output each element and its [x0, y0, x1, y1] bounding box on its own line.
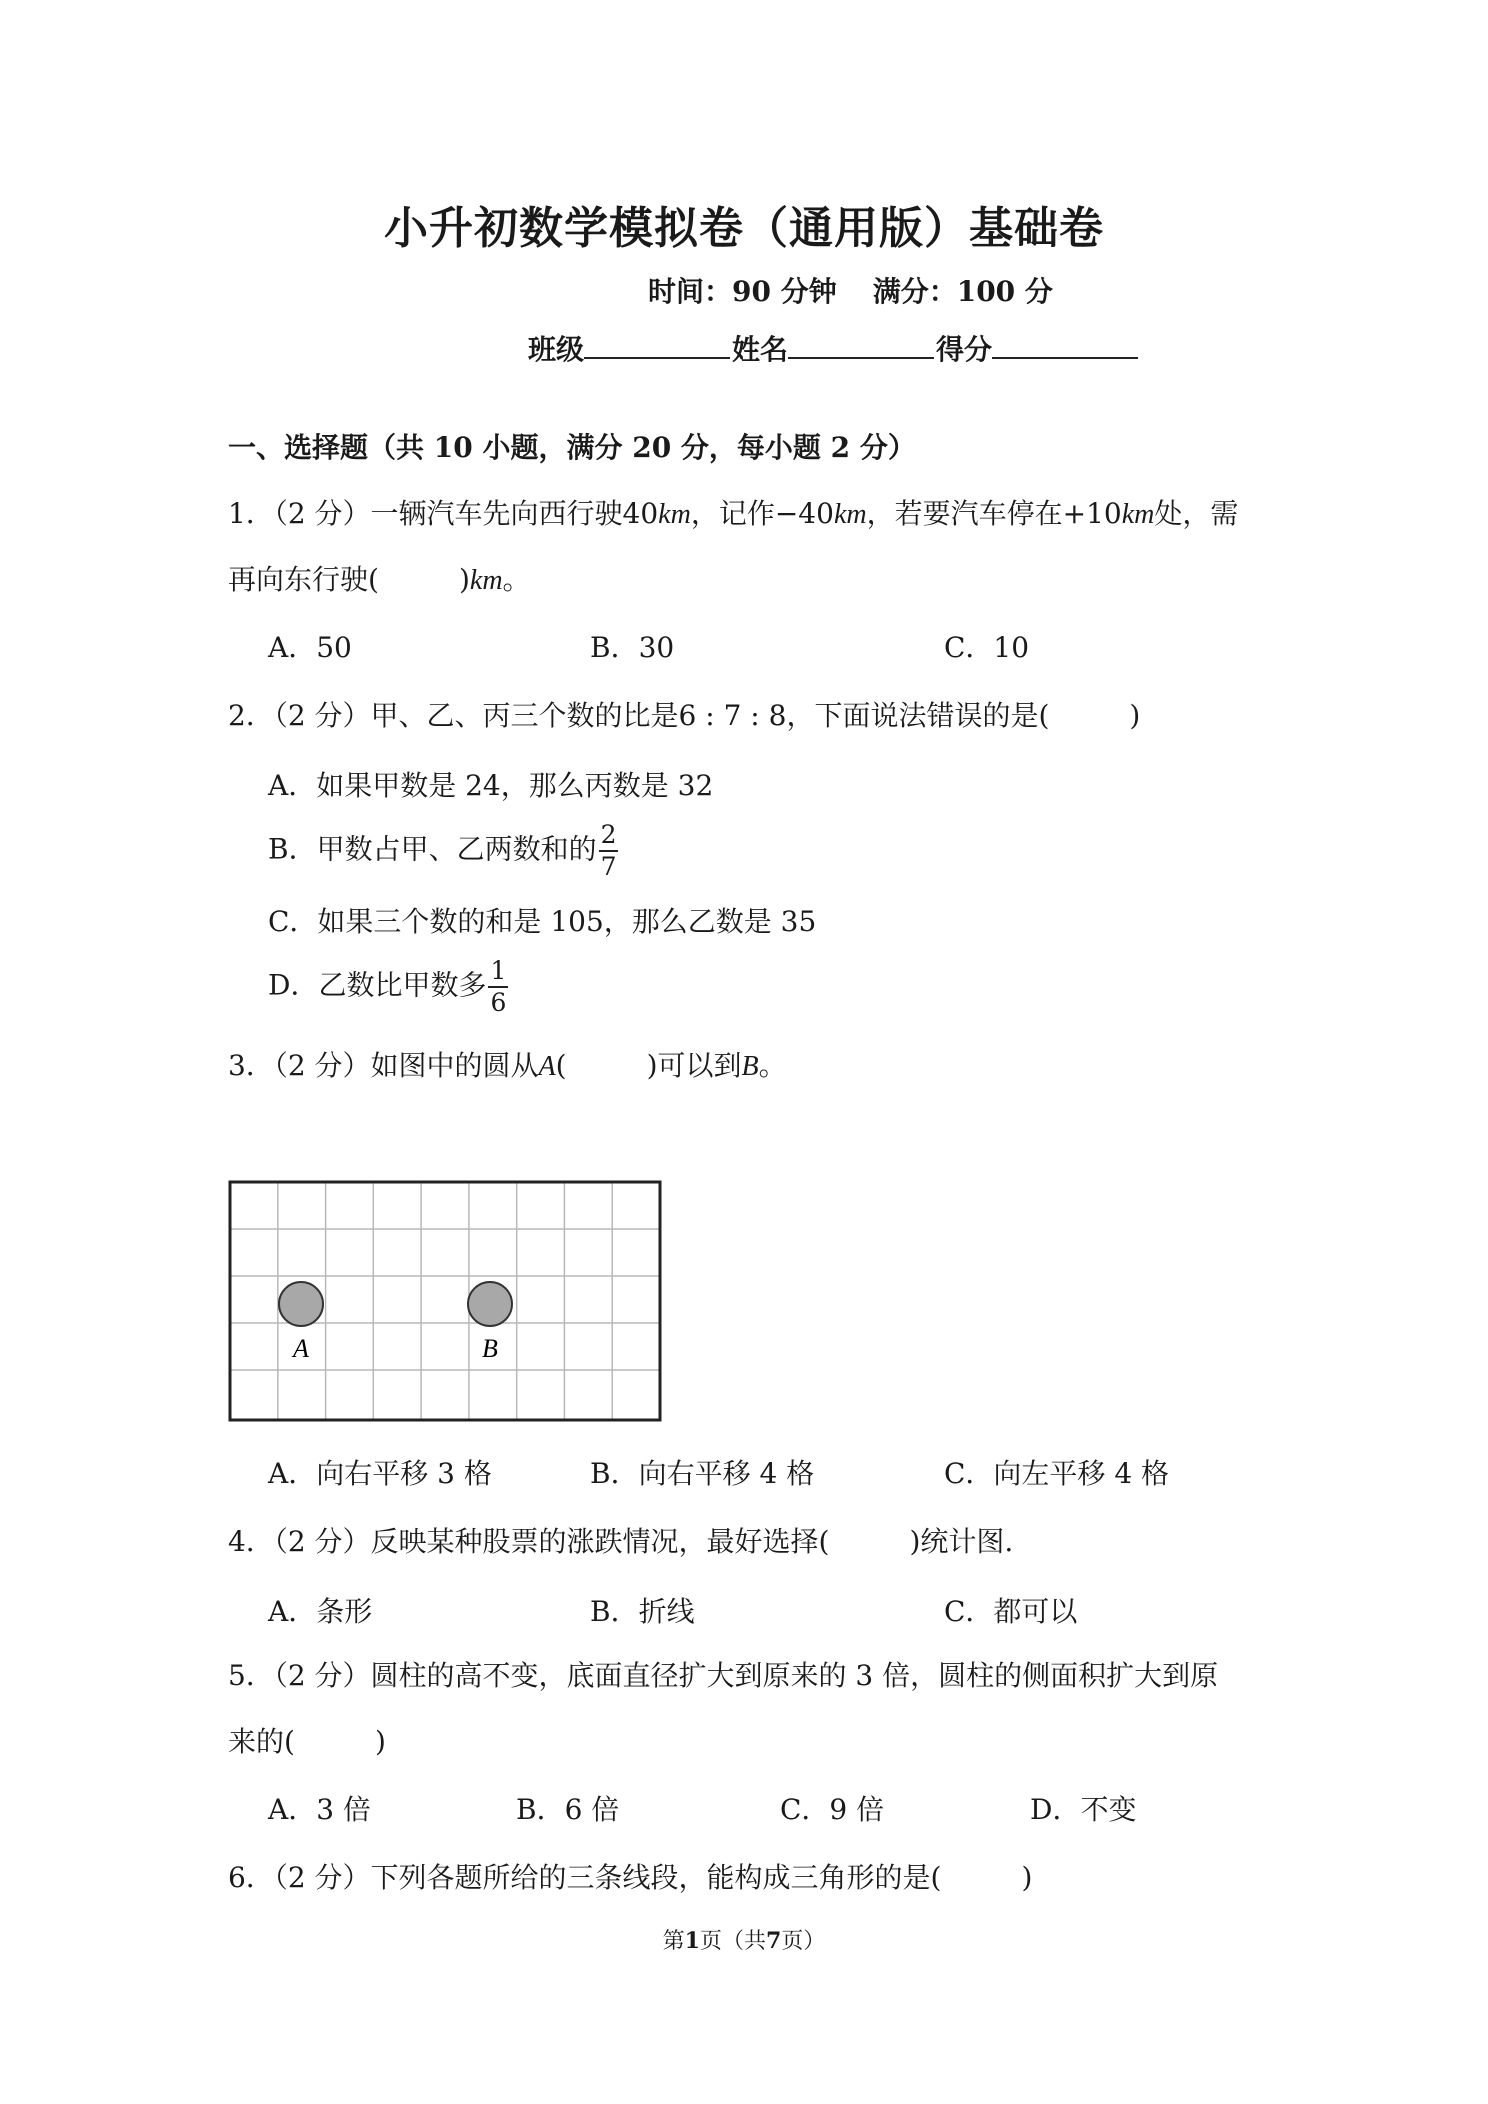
label-a: A — [293, 1334, 309, 1363]
circle-a — [279, 1282, 323, 1326]
q3-text: 3．（2 分）如图中的圆从 — [228, 1049, 539, 1082]
q5-option-b[interactable]: B．6 倍 — [516, 1793, 620, 1826]
q2-paren-open: ( — [1038, 699, 1050, 732]
q5-line2 — [228, 1720, 386, 1760]
section-heading: 一、选择题（共 10 小题，满分 20 分，每小题 2 分） — [228, 431, 916, 464]
q1-end: 。 — [502, 563, 531, 596]
class-label: 班级 — [528, 333, 585, 366]
q1-text-4: 处，需 — [1154, 497, 1239, 530]
name-blank[interactable] — [788, 329, 934, 359]
q1-paren-close: ) — [458, 563, 470, 596]
name-label: 姓名 — [732, 333, 789, 366]
q1-value-3: +10 — [1062, 497, 1122, 530]
q2-option-b[interactable] — [268, 820, 618, 882]
q4-option-b[interactable]: B．折线 — [590, 1595, 695, 1628]
footer-text-3: 页） — [781, 1929, 826, 1954]
q3-option-a[interactable]: A．向右平移 3 格 — [268, 1457, 492, 1490]
fraction-numerator: 2 — [599, 820, 619, 852]
q6-paren-close: ) — [1021, 1861, 1033, 1894]
q1-value-2: −40 — [774, 497, 834, 530]
q3-grid-figure — [228, 1180, 662, 1422]
class-blank[interactable] — [584, 329, 730, 359]
q4-stem — [228, 1520, 1013, 1560]
q2-ratio: 6 : 7 : 8 — [678, 699, 787, 732]
q1-paren-open: ( — [368, 563, 379, 596]
q2-text-2: ，下面说法错误的是 — [786, 699, 1039, 732]
q4-paren-close: ) — [909, 1525, 921, 1558]
footer-page-number: 1 — [684, 1928, 700, 1954]
q5-text-2: 来的 — [228, 1725, 285, 1758]
q3-option-c[interactable]: C．向左平移 4 格 — [944, 1457, 1170, 1490]
q4-text-2: 统计图. — [920, 1525, 1014, 1558]
exam-full-score: 满分：100 分 — [872, 275, 1053, 308]
q5-line1: 5．（2 分）圆柱的高不变，底面直径扩大到原来的 3 倍，圆柱的侧面积扩大到原 — [228, 1659, 1219, 1692]
page-footer — [0, 1924, 1488, 1955]
q2-option-c[interactable]: C．如果三个数的和是 105，那么乙数是 35 — [268, 905, 817, 938]
q2-option-d-text: D．乙数比甲数多 — [268, 968, 487, 1002]
q1-unit-3: km — [1121, 499, 1155, 530]
q4-option-c[interactable]: C．都可以 — [944, 1595, 1078, 1628]
q1-line2 — [228, 558, 531, 598]
q2-option-b-fraction — [599, 820, 619, 882]
q3-text-2: 可以到 — [657, 1049, 742, 1082]
q5-option-c[interactable]: C．9 倍 — [780, 1793, 885, 1826]
q1-text-3: ，若要汽车停在 — [866, 497, 1063, 530]
q1-option-a[interactable]: A．50 — [268, 631, 352, 664]
q1-option-c[interactable]: C．10 — [944, 631, 1030, 664]
q4-text: 4．（2 分）反映某种股票的涨跌情况，最好选择 — [228, 1525, 819, 1558]
q1-unit-1: km — [658, 499, 691, 530]
q3-end: 。 — [758, 1049, 787, 1082]
q1-line1 — [228, 492, 1238, 532]
q2-option-b-text: B．甲数占甲、乙两数和的 — [268, 832, 597, 866]
exam-meta — [648, 270, 1053, 310]
q2-stem — [228, 694, 1140, 734]
q2-option-d[interactable] — [268, 956, 508, 1018]
footer-page-total: 7 — [766, 1928, 782, 1954]
circle-b — [468, 1282, 512, 1326]
fraction-numerator: 1 — [488, 956, 508, 988]
q2-option-a[interactable]: A．如果甲数是 24，那么丙数是 32 — [268, 769, 714, 802]
label-b: B — [482, 1334, 498, 1363]
fraction-denominator: 6 — [490, 988, 507, 1017]
q4-option-a[interactable]: A．条形 — [268, 1595, 373, 1628]
q1-unit-2: km — [833, 499, 867, 530]
page-title: 小升初数学模拟卷（通用版）基础卷 — [384, 203, 1104, 254]
q1-text: 1．（2 分）一辆汽车先向西行驶 — [228, 497, 623, 530]
q4-paren-open: ( — [818, 1525, 830, 1558]
q1-option-b[interactable]: B．30 — [590, 631, 675, 664]
q5-paren-close: ) — [374, 1725, 386, 1758]
q2-option-d-fraction — [488, 956, 508, 1018]
exam-time: 时间：90 分钟 — [648, 275, 837, 308]
q2-text: 2．（2 分）甲、乙、丙三个数的比是 — [228, 699, 679, 732]
q1-value-1: 40 — [622, 497, 659, 530]
q3-point-b: B — [741, 1051, 759, 1082]
q1-text-5: 再向东行驶 — [228, 563, 369, 596]
q3-point-a: A — [538, 1051, 556, 1082]
footer-text: 第 — [662, 1929, 685, 1954]
score-label: 得分 — [936, 333, 993, 366]
q6-stem — [228, 1856, 1032, 1896]
student-fields — [528, 328, 1140, 368]
footer-text-2: 页（共 — [699, 1929, 766, 1954]
q6-text: 6．（2 分）下列各题所给的三条线段，能构成三角形的是 — [228, 1861, 931, 1894]
q3-option-b[interactable]: B．向右平移 4 格 — [590, 1457, 815, 1490]
q1-unit-4: km — [469, 565, 503, 596]
q3-stem — [228, 1044, 787, 1084]
q3-paren-close: ) — [646, 1049, 658, 1082]
q5-option-d[interactable]: D．不变 — [1030, 1793, 1137, 1826]
q1-text-2: ，记作 — [690, 497, 775, 530]
q5-paren-open: ( — [284, 1725, 295, 1758]
q5-option-a[interactable]: A．3 倍 — [268, 1793, 371, 1826]
score-blank[interactable] — [992, 329, 1138, 359]
fraction-denominator: 7 — [600, 852, 617, 881]
q2-paren-close: ) — [1129, 699, 1141, 732]
q6-paren-open: ( — [930, 1861, 942, 1894]
q3-paren-open: ( — [555, 1049, 567, 1082]
